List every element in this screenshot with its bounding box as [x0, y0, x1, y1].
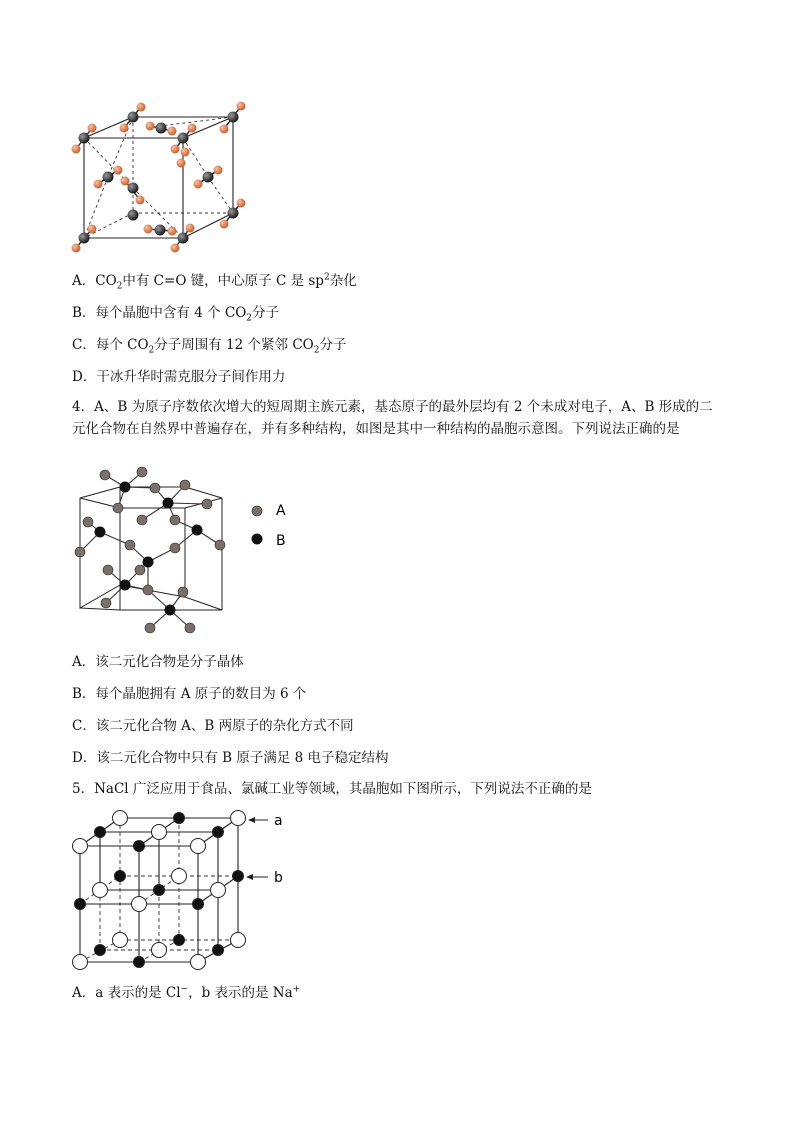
white-ion: [113, 811, 128, 826]
a-atom: [75, 547, 85, 557]
black-ion: [233, 871, 244, 882]
carbon-atom: [79, 233, 90, 244]
a-atom: [100, 470, 110, 480]
oxygen-atom: [177, 159, 186, 168]
white-ion: [132, 897, 147, 912]
co2-unit-cell-figure: [70, 98, 250, 256]
a-atom: [137, 467, 147, 477]
oxygen-atom: [188, 124, 197, 133]
label-b: b: [274, 870, 283, 886]
a-atom: [185, 623, 195, 633]
white-ion: [231, 933, 246, 948]
black-ion: [134, 841, 145, 852]
legend-a-marker: [252, 506, 262, 516]
black-ion: [115, 871, 126, 882]
q4-option-a: A．该二元化合物是分子晶体: [72, 654, 244, 670]
white-ion: [191, 839, 206, 854]
a-atom: [145, 623, 155, 633]
oxygen-atom: [171, 145, 180, 154]
a-atom: [215, 540, 225, 550]
oxygen-atom: [181, 148, 190, 157]
carbon-atom: [128, 183, 139, 194]
oxygen-atom: [168, 127, 177, 136]
oxygen-atom: [121, 177, 130, 186]
b-atom: [95, 527, 106, 538]
arrow-a-head: [248, 817, 255, 823]
a-atom: [202, 499, 212, 509]
black-ion: [213, 827, 224, 838]
carbon-atom: [79, 133, 90, 144]
black-ion: [213, 945, 224, 956]
oxygen-atom: [194, 180, 203, 189]
nacl-unit-cell-figure: [68, 808, 298, 976]
q3-option-c: C．每个 $CO_2$分子周围有 12 个紧邻 $CO_2$分子: [72, 337, 347, 356]
carbon-atom: [103, 172, 114, 183]
white-ion: [152, 825, 167, 840]
white-ion: [73, 955, 88, 970]
a-atom: [135, 565, 145, 575]
a-atom: [103, 565, 113, 575]
a-atom: [143, 585, 153, 595]
black-ion: [134, 957, 145, 968]
carbon-atom: [203, 172, 214, 183]
carbon-atom: [178, 133, 189, 144]
oxygen-atom: [94, 180, 103, 189]
oxygen-atom: [237, 199, 246, 208]
a-atom: [150, 483, 160, 493]
b-atom: [165, 605, 176, 616]
oxygen-atom: [72, 145, 81, 154]
ions: [73, 811, 246, 970]
carbon-atom: [128, 210, 139, 221]
oxygen-atom: [144, 225, 153, 234]
q5-option-a: A．a 表示的是 Cl−，b 表示的是 Na+: [72, 984, 301, 1001]
black-ion: [174, 935, 185, 946]
b-atom: [120, 482, 131, 493]
oxygen-atom: [136, 196, 145, 205]
white-ion: [93, 883, 108, 898]
oxygen-atom: [88, 225, 97, 234]
oxygen-atom: [214, 166, 223, 175]
carbon-atom: [228, 208, 239, 219]
white-ion: [191, 955, 206, 970]
carbon-atoms: [79, 112, 239, 244]
q3-option-d: D．干冰升华时需克服分子间作用力: [72, 369, 286, 385]
oxygen-atom: [120, 124, 129, 133]
arrow-b-head: [246, 874, 253, 880]
legend-b-marker: [252, 534, 263, 545]
legend-b-label: B: [276, 533, 286, 549]
oxygen-atom: [171, 244, 180, 253]
white-ion: [211, 883, 226, 898]
a-atom: [180, 480, 190, 490]
a-atom: [178, 587, 188, 597]
a-atom: [125, 540, 135, 550]
a-atom: [170, 515, 180, 525]
white-ion: [113, 933, 128, 948]
white-ion: [73, 839, 88, 854]
b-atom: [163, 498, 174, 509]
a-atom: [101, 598, 111, 608]
white-ion: [231, 811, 246, 826]
legend-a-label: A: [276, 503, 286, 519]
q5-stem: 5．NaCl 广泛应用于食品、氯碱工业等领域，其晶胞如下图所示，下列说法不正确的是: [72, 781, 592, 797]
b-atom: [143, 557, 154, 568]
q4-option-b: B．每个晶胞拥有 A 原子的数目为 6 个: [72, 686, 307, 702]
q4-option-c: C．该二元化合物 A、B 两原子的杂化方式不同: [72, 718, 354, 734]
black-ion: [95, 827, 106, 838]
oxygen-atom: [88, 124, 97, 133]
pointer-labels: [246, 813, 283, 886]
q3-option-a: A．$CO_2$中有 C=O 键，中心原子 C 是 $sp^2$杂化: [72, 272, 357, 292]
oxygen-atom: [220, 220, 229, 229]
carbon-atom: [128, 112, 139, 123]
oxygen-atom: [146, 122, 155, 131]
a-atom: [113, 503, 123, 513]
a-atom: [170, 543, 180, 553]
black-ion: [95, 945, 106, 956]
oxygen-atom: [168, 227, 177, 236]
q4-stem: 4．A、B 为原子序数依次增大的短周期主族元素，基态原子的最外层均有 2 个未成对电子，A、B 形成的二元化合物在自然界中普遍存在，并有多种结构，如图是其中一种结构的晶胞示意图。下列说法正确的是: [72, 399, 713, 437]
label-a: a: [274, 813, 283, 829]
white-ion: [172, 869, 187, 884]
legend: [252, 503, 287, 549]
b-atom: [120, 580, 131, 591]
oxygen-atom: [72, 244, 81, 253]
oxygen-atom: [220, 125, 229, 134]
oxygen-atom: [186, 224, 195, 233]
ab-crystal-figure: [74, 466, 304, 638]
black-ion: [174, 813, 185, 824]
carbon-atom: [228, 112, 239, 123]
oxygen-atom: [114, 166, 123, 175]
oxygen-atom: [137, 103, 146, 112]
carbon-atom: [155, 225, 166, 236]
carbon-atom: [156, 123, 167, 134]
q3-option-b: B．每个晶胞中含有 4 个 $CO_2$分子: [72, 305, 280, 324]
black-ion: [193, 899, 204, 910]
q4-option-d: D．该二元化合物中只有 B 原子满足 8 电子稳定结构: [72, 750, 389, 766]
oxygen-atom: [237, 102, 246, 111]
a-atom: [137, 515, 147, 525]
black-ion: [154, 885, 165, 896]
black-ion: [75, 899, 86, 910]
b-atom: [192, 525, 203, 536]
white-ion: [152, 943, 167, 958]
a-atom: [83, 517, 93, 527]
carbon-atom: [178, 233, 189, 244]
